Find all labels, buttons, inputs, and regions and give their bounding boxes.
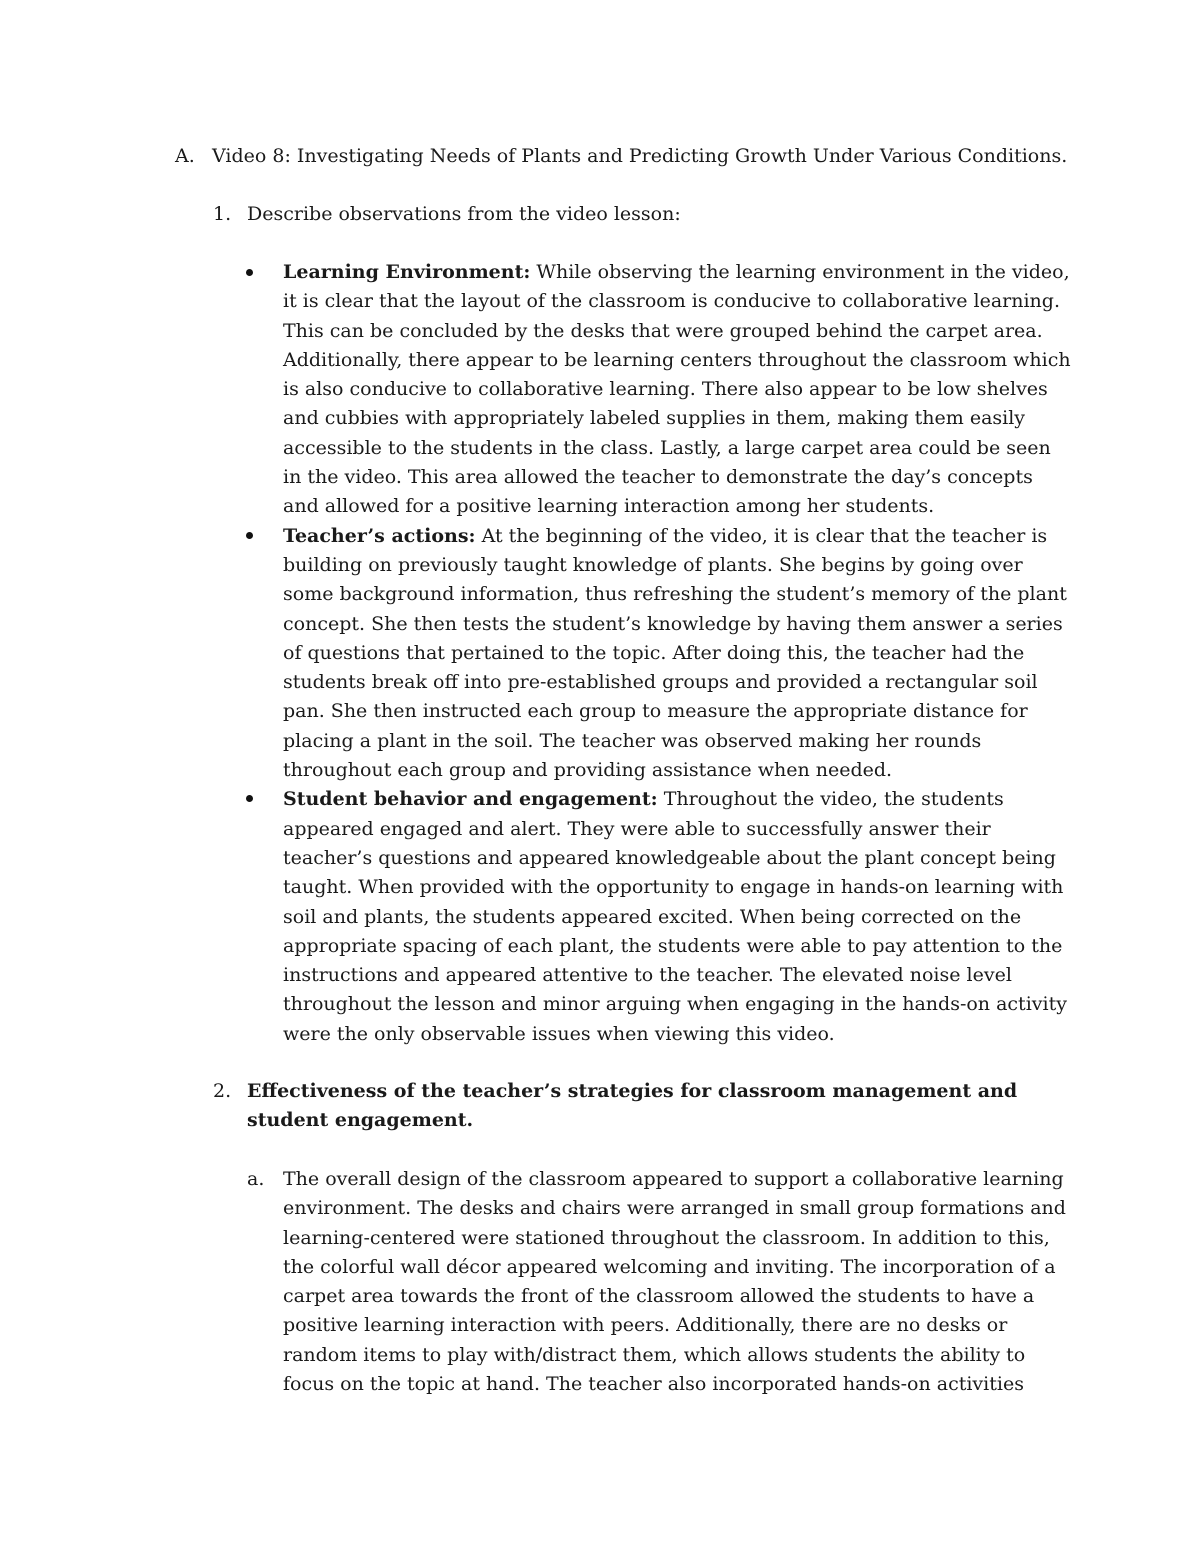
question-1-text: Describe observations from the video lesson: — [247, 203, 681, 225]
observation-heading: Student behavior and engagement: — [283, 788, 658, 811]
observation-heading: Teacher’s actions: — [283, 524, 476, 547]
question-1-marker: 1. — [213, 203, 232, 225]
observation-learning-environment — [283, 258, 1073, 522]
observation-body: While observing the learning environment in the video, it is clear that the layout of the classroom is conducive to collaborative learning. This can be concluded by the desks that were grouped behind the carpet area. Additionally, there appear to be learning centers throughout the classroom which is also conducive to collaborative learning. There also appear to be low shelves and cubbies with appropriately labeled supplies in them, making them easily accessible to the students in the class. Lastly, a large carpet area could be seen in the video. This area allowed the teacher to demonstrate the day’s concepts and allowed for a positive learning interaction among her students. — [283, 261, 1071, 518]
observation-body: Throughout the video, the students appeared engaged and alert. They were able to successfully answer their teacher’s questions and appeared knowledgeable about the plant concept being taught. When provided with the opportunity to engage in hands-on learning with soil and plants, the students appeared excited. When being corrected on the appropriate spacing of each plant, the students were able to pay attention to the instructions and appeared attentive to the teacher. The elevated noise level throughout the lesson and minor arguing when engaging in the hands-on activity were the only observable issues when viewing this video. — [283, 788, 1067, 1045]
question-2-text: Effectiveness of the teacher’s strategies for classroom management and student engagement. — [247, 1080, 1018, 1132]
section-a-marker: A. — [175, 145, 195, 167]
observation-teacher-actions — [283, 522, 1073, 786]
observation-body: At the beginning of the video, it is clear that the teacher is building on previously taught knowledge of plants. She begins by going over some background information, thus refreshing the student’s memory of the plant concept. She then tests the student’s knowledge by having them answer a series of questions that pertained to the topic. After doing this, the teacher had the students break off into pre-established groups and provided a rectangular soil pan. She then instructed each group to measure the appropriate distance for placing a plant in the soil. The teacher was observed making her rounds throughout each group and providing assistance when needed. — [283, 524, 1067, 782]
bullet-icon — [246, 532, 253, 539]
observation-list — [283, 258, 1073, 1049]
observation-heading: Learning Environment: — [283, 261, 531, 283]
bullet-icon — [246, 795, 253, 802]
question-2a-text: The overall design of the classroom appeared to support a collaborative learning environment. The desks and chairs were arranged in small group formations and learning-centered were stationed throughout the classroom. In addition to this, the colorful wall décor appeared welcoming and inviting. The incorporation of a carpet area towards the front of the classroom allowed the students to have a positive learning interaction with peers. Additionally, there are no desks or random items to play with/distract them, which allows students the ability to focus on the topic at hand. The teacher also incorporated hands-on activities — [283, 1168, 1066, 1396]
question-2-marker: 2. — [213, 1080, 232, 1102]
bullet-icon — [246, 269, 253, 276]
question-2a-marker: a. — [247, 1168, 265, 1190]
observation-student-behavior — [283, 785, 1073, 1049]
section-a-title: Video 8: Investigating Needs of Plants and Predicting Growth Under Various Conditions. — [212, 145, 1068, 167]
